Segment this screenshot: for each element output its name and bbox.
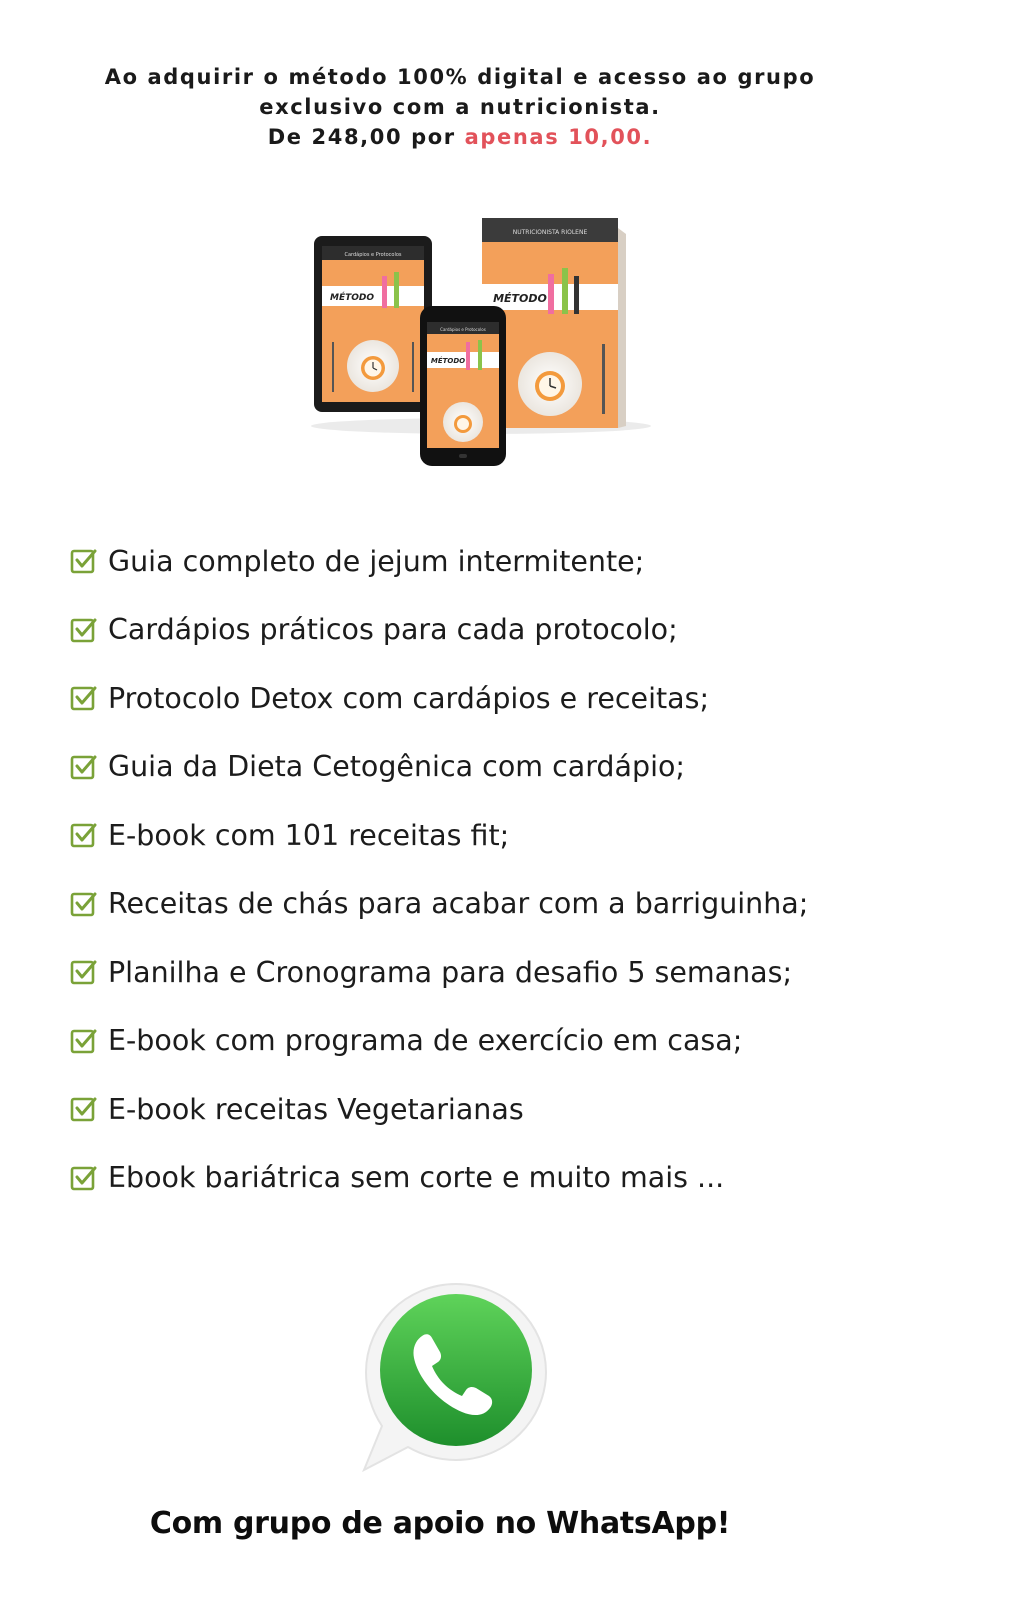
offer-headline xyxy=(0,62,920,152)
offer-line-3 xyxy=(0,122,920,152)
tablet-device xyxy=(314,236,432,412)
feature-item xyxy=(70,1075,808,1144)
phone-device xyxy=(420,306,506,466)
feature-label: Guia completo de jejum intermitente; xyxy=(108,544,645,578)
feature-item xyxy=(70,1007,808,1076)
checkbox-checked-icon xyxy=(70,958,98,986)
feature-item xyxy=(70,596,808,665)
feature-label: Guia da Dieta Cetogênica com cardápio; xyxy=(108,750,686,784)
tablet-screen-label: Cardápios e Protocolos xyxy=(344,252,402,258)
footer-whatsapp-text: Com grupo de apoio no WhatsApp! xyxy=(149,1506,731,1541)
checkbox-checked-icon xyxy=(70,1027,98,1055)
feature-item xyxy=(70,664,808,733)
tablet-title: MÉTODO xyxy=(329,293,375,303)
feature-label: Ebook bariátrica sem corte e muito mais ... xyxy=(108,1161,725,1195)
feature-label: Planilha e Cronograma para desafio 5 semanas; xyxy=(108,955,793,989)
phone-title: MÉTODO xyxy=(430,357,466,365)
checkbox-checked-icon xyxy=(70,547,98,575)
whatsapp-logo-icon xyxy=(358,1278,554,1476)
feature-item xyxy=(70,733,808,802)
feature-list xyxy=(70,527,808,1212)
feature-label: E-book com programa de exercício em casa; xyxy=(108,1024,743,1058)
feature-label: E-book com 101 receitas fit; xyxy=(108,818,510,852)
feature-item xyxy=(70,938,808,1007)
offer-price-original: De 248,00 por xyxy=(267,125,465,149)
feature-label: Cardápios práticos para cada protocolo; xyxy=(108,613,678,647)
feature-item xyxy=(70,1144,808,1213)
checkbox-checked-icon xyxy=(70,821,98,849)
feature-item xyxy=(70,870,808,939)
checkbox-checked-icon xyxy=(70,1164,98,1192)
checkbox-checked-icon xyxy=(70,753,98,781)
feature-label: Protocolo Detox com cardápios e receitas; xyxy=(108,681,710,715)
product-mockup-image xyxy=(306,214,656,476)
feature-item xyxy=(70,527,808,596)
offer-line-2: exclusivo com a nutricionista. xyxy=(259,95,661,119)
checkbox-checked-icon xyxy=(70,616,98,644)
feature-label: Receitas de chás para acabar com a barriguinha; xyxy=(108,887,809,921)
offer-line-1: Ao adquirir o método 100% digital e acesso ao grupo xyxy=(104,65,816,89)
feature-label: E-book receitas Vegetarianas xyxy=(108,1092,524,1126)
feature-item xyxy=(70,801,808,870)
checkbox-checked-icon xyxy=(70,1095,98,1123)
book-author-label: NUTRICIONISTA RIOLENE xyxy=(512,229,588,236)
checkbox-checked-icon xyxy=(70,890,98,918)
offer-price-highlight: apenas 10,00. xyxy=(464,125,653,149)
phone-screen-label: Cardápios e Protocolos xyxy=(440,327,486,332)
book-title: MÉTODO xyxy=(493,292,547,305)
checkbox-checked-icon xyxy=(70,684,98,712)
